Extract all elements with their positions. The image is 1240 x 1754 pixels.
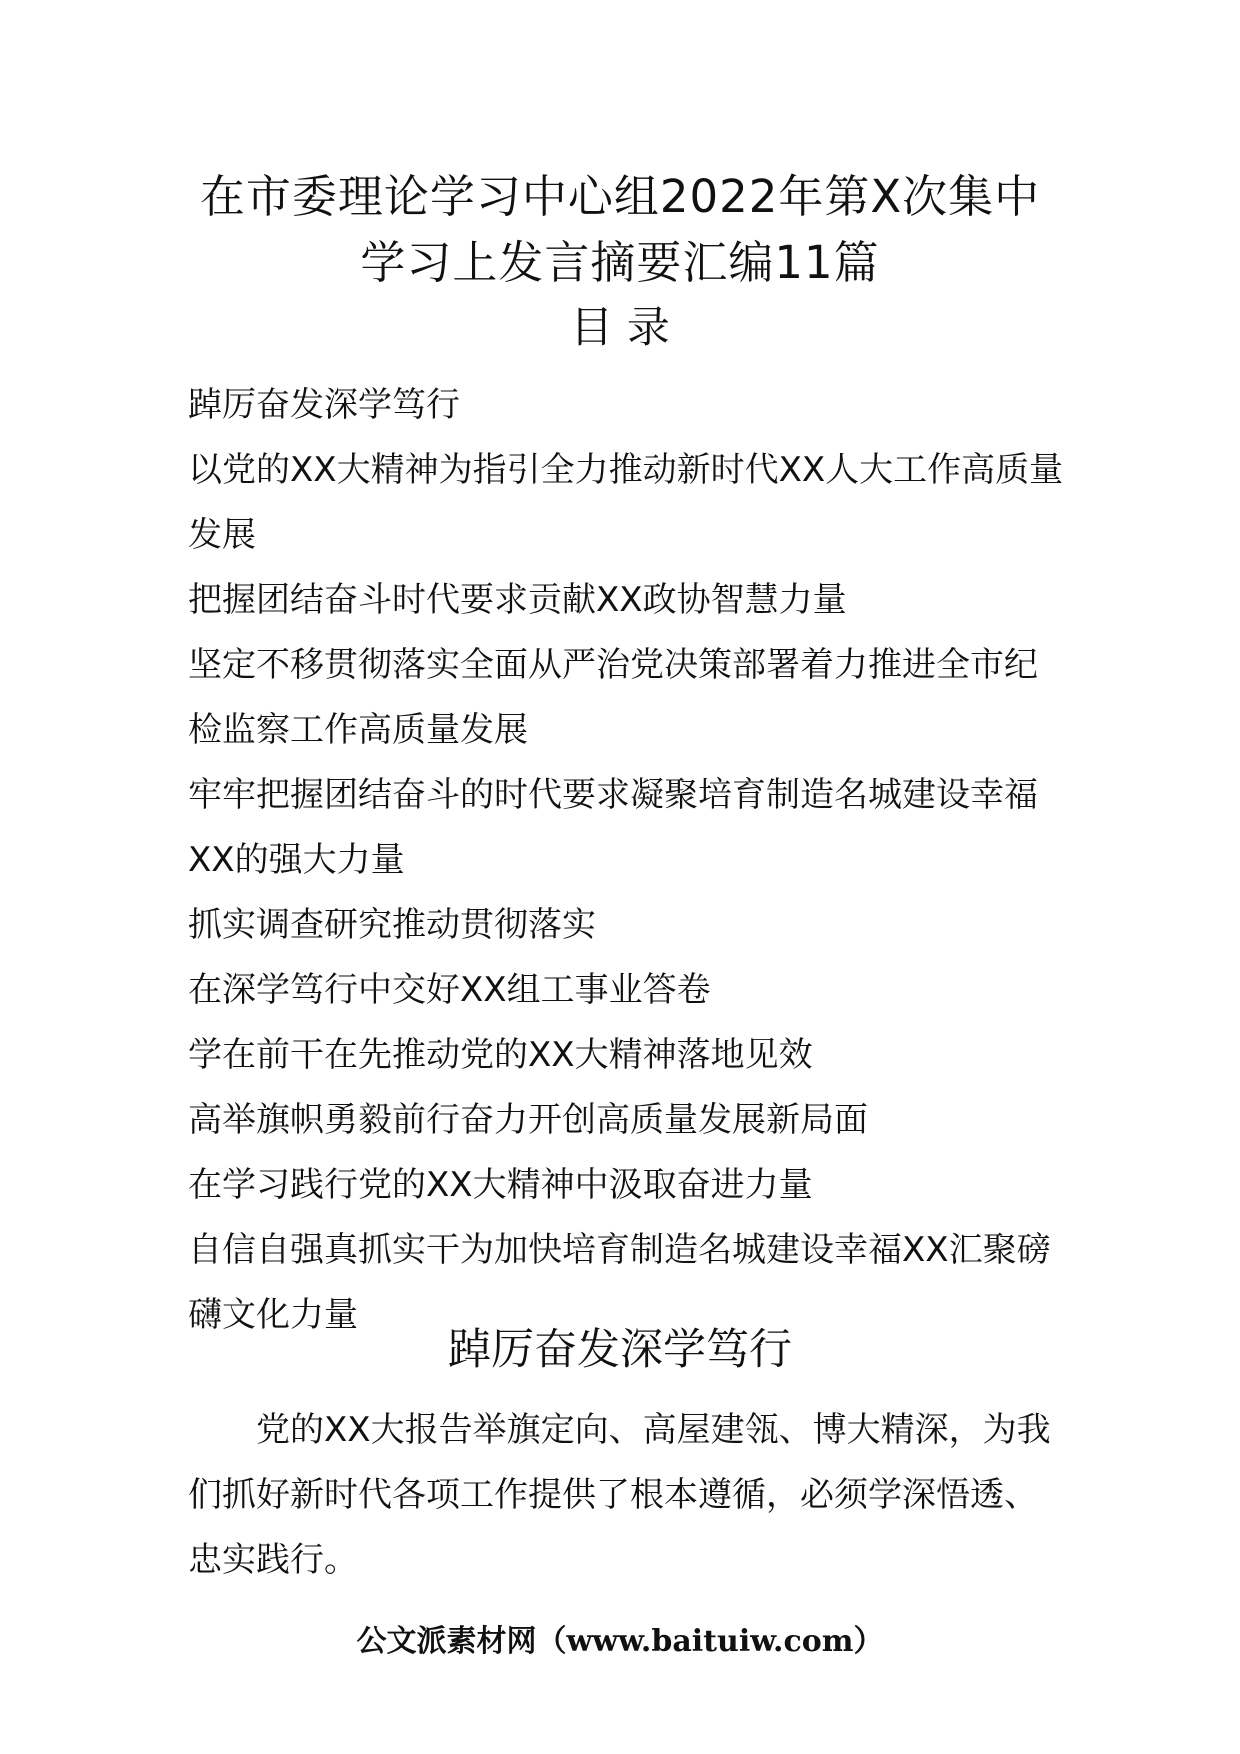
toc-item: 高举旗帜勇毅前行奋力开创高质量发展新局面 [188, 1100, 868, 1140]
document-title-line-1: 在市委理论学习中心组2022年第X次集中 [199, 170, 1041, 223]
toc-item: 自信自强真抓实干为加快培育制造名城建设幸福XX汇聚磅礴文化力量 [188, 1230, 1051, 1335]
toc-item: 抓实调查研究推动贯彻落实 [188, 905, 596, 945]
toc-item: 把握团结奋斗时代要求贡献XX政协智慧力量 [188, 580, 847, 620]
footer-watermark: 公文派素材网（www.baituiw.com） [356, 1624, 884, 1659]
table-of-contents [188, 373, 1068, 1348]
toc-item: 坚定不移贯彻落实全面从严治党决策部署着力推进全市纪检监察工作高质量发展 [188, 645, 1038, 750]
toc-item: 踔厉奋发深学笃行 [188, 385, 460, 425]
toc-item: 学在前干在先推动党的XX大精神落地见效 [188, 1035, 813, 1075]
article-paragraph: 党的XX大报告举旗定向、高屋建瓴、博大精深，为我们抓好新时代各项工作提供了根本遵循，必须学深悟透、忠实践行。 [188, 1410, 1051, 1580]
toc-item: 在深学笃行中交好XX组工事业答卷 [188, 970, 711, 1010]
document-title-line-2: 学习上发言摘要汇编11篇 [360, 236, 880, 289]
toc-item: 在学习践行党的XX大精神中汲取奋进力量 [188, 1165, 813, 1205]
toc-item: 牢牢把握团结奋斗的时代要求凝聚培育制造名城建设幸福XX的强大力量 [188, 775, 1038, 880]
toc-heading: 目 录 [570, 303, 670, 353]
article-title: 踔厉奋发深学笃行 [448, 1325, 792, 1375]
toc-item: 以党的XX大精神为指引全力推动新时代XX人大工作高质量发展 [188, 450, 1064, 555]
